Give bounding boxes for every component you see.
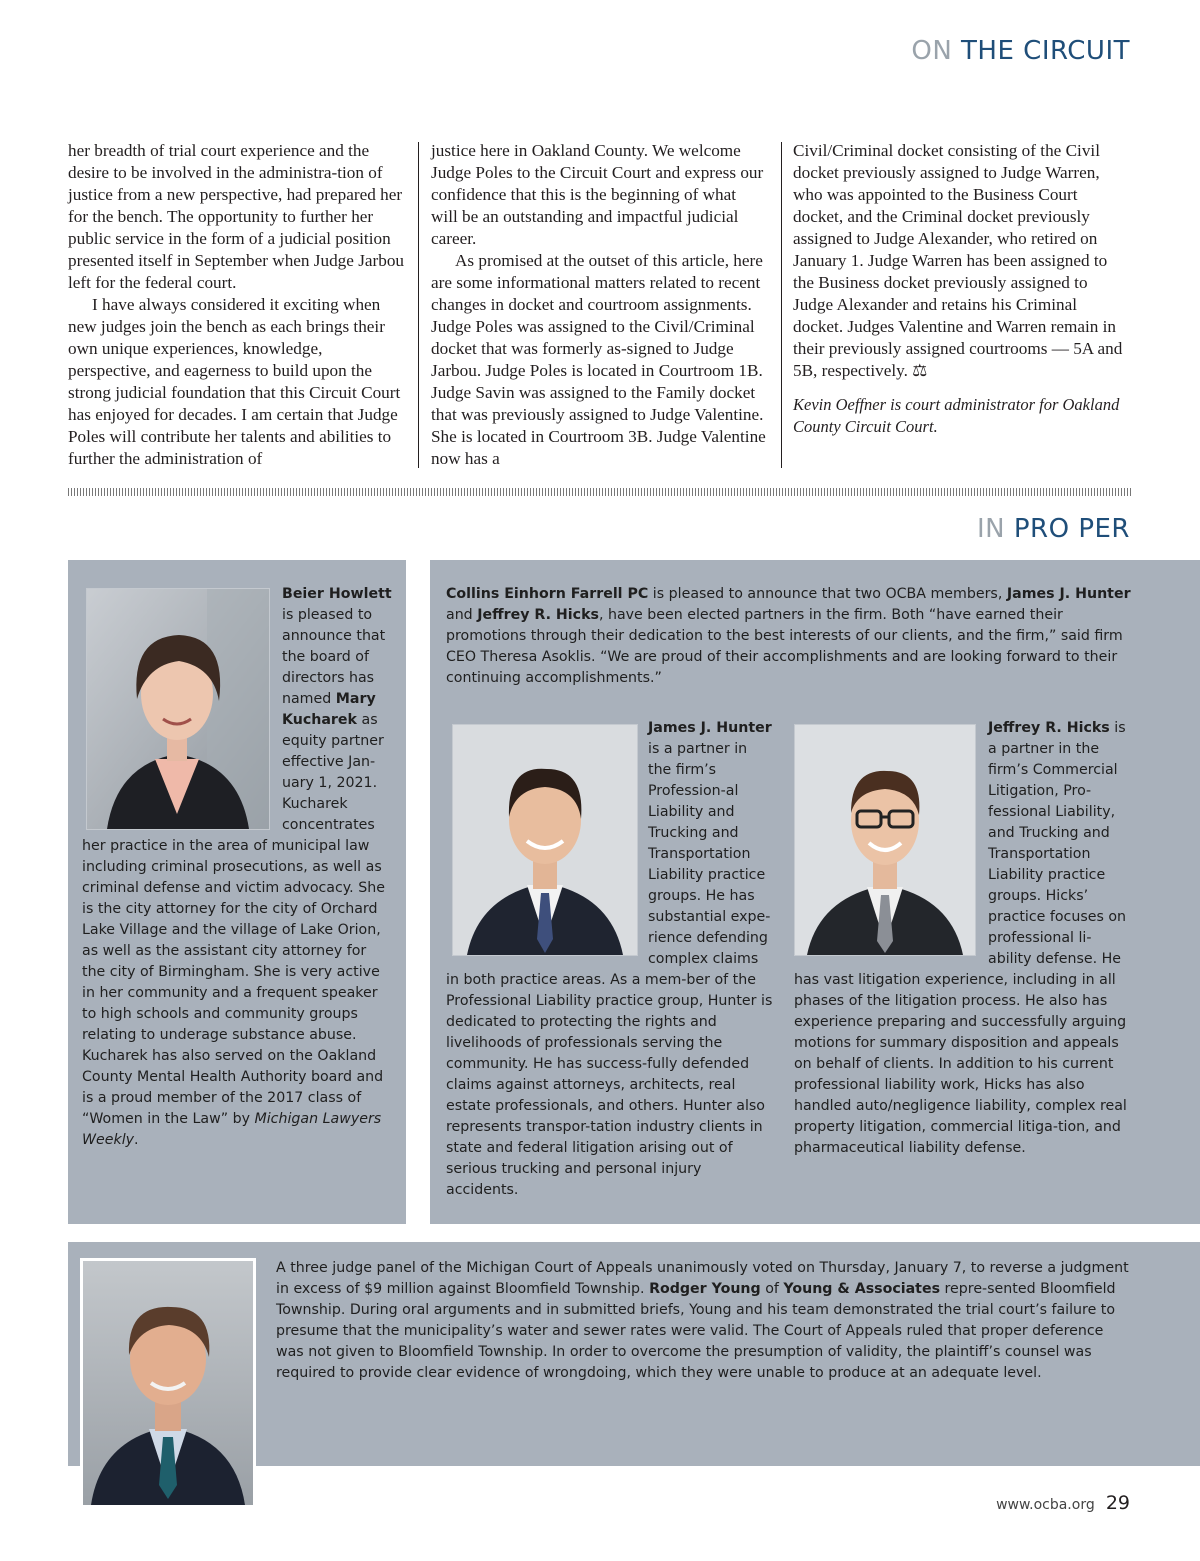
person-name: Jeffrey R. Hicks (988, 720, 1110, 736)
announcement-body: repre-sented Bloomfield Township. During oral arguments and in submitted briefs, Young and his team demonstrated the trial court’s failure to presume that the municipality’s water and sewer rates were valid. The Court of Appeals ruled that proper deference was not given to Bloomfield Township. In order to overcome the presumption of validity, the plaintiff’s counsel was required to provide clear evidence of wrongdoing, which they were unable to produce at an adequate level. (276, 1281, 1116, 1381)
article-paragraph: I have always considered it exciting when new judges join the bench as each brings their own unique experiences, knowledge, perspective, and eagerness to build upon the strong judicial foundation that this Circuit Court has enjoyed for decades. I am certain that Judge Poles will contribute her talents and abilities to further the administration of (68, 295, 401, 468)
firm-name: Collins Einhorn Farrell PC (446, 586, 649, 602)
section-header-on-the-circuit (911, 36, 1130, 66)
profile-jeffrey-hicks (794, 718, 1134, 1159)
announcement-text-rodger-young (276, 1258, 1132, 1384)
section-header-title: THE CIRCUIT (961, 36, 1130, 66)
section-separator (68, 488, 1132, 496)
person-name: Mary Kucharek (282, 691, 376, 728)
section-header-prefix: IN (976, 514, 1006, 544)
announcement-body: A three judge panel of the Michigan Court of Appeals unanimously voted on Thursday, January 7, to reverse a judgment in excess of $9 million against Bloomfield Township. (276, 1260, 1129, 1297)
section-header-in-pro-per (977, 514, 1130, 544)
announcement-panel-beier-howlett (68, 560, 406, 1224)
column-divider (781, 142, 782, 468)
firm-name: Beier Howlett (282, 586, 392, 602)
publication-name: Michigan Lawyers Weekly (82, 1111, 382, 1148)
page-footer (996, 1492, 1130, 1514)
portrait-photo-rodger-young (80, 1258, 256, 1508)
column-divider (418, 142, 419, 468)
announcement-body: is pleased to announce that the board of directors has named (282, 607, 386, 707)
footer-url: www.ocba.org (996, 1497, 1095, 1513)
article-paragraph: justice here in Oakland County. We welcome Judge Poles to the Circuit Court and express our confidence that this is the beginning of what will be an outstanding and impactful judicial career. (431, 141, 764, 248)
person-name: Jeffrey R. Hicks (477, 607, 599, 623)
person-name: Rodger Young (649, 1281, 761, 1297)
article-paragraph: As promised at the outset of this article, here are some informational matters related to recent changes in docket and courtroom assignments. Judge Poles was assigned to the Civil/Criminal docket that was formerly as-signed to Judge Jarbou. Judge Poles is located in Courtroom 1B. Judge Savin was assigned to the Family docket that was previously assigned to Judge Valentine. She is located in Courtroom 3B. Judge Valentine now has a (431, 251, 766, 468)
announcement-body: of (760, 1281, 784, 1297)
article-column-1 (68, 140, 408, 470)
article-column-2 (431, 140, 767, 470)
portrait-photo-jeffrey-hicks (794, 724, 976, 956)
article-paragraph: Civil/Criminal docket consisting of the Civil docket previously assigned to Judge Warren, who was appointed to the Business Court docket, and the Criminal docket previously assigned to Judge Alexander, who retired on January 1. Judge Warren has been assigned to the Business docket previously assigned to Judge Alexander and retains his Criminal docket. Judges Valentine and Warren remain in their previously assigned courtrooms — 5A and 5B, respectively. ⚖ (793, 141, 1123, 380)
person-name: James J. Hunter (1006, 586, 1131, 602)
announcement-body: and (446, 607, 478, 623)
article-paragraph: her breadth of trial court experience and the desire to be involved in the administra-tion of justice from a new perspective, had prepared her for the bench. The opportunity to further her public service in the form of a judicial position presented itself in September when Judge Jarbou left for the federal court. (68, 141, 405, 292)
section-header-prefix: ON (911, 36, 953, 66)
portrait-photo-mary-kucharek (86, 588, 270, 830)
profile-james-hunter (446, 718, 774, 1201)
announcement-body: , have been elected partners in the firm. Both “have earned their promotions through their dedication to the best interests of our clients, and the firm,” said firm CEO Theresa Asoklis. “We are proud of their accomplishments and are looking forward to their continuing accomplishments.” (446, 607, 1123, 686)
announcement-body: . (134, 1132, 139, 1148)
announcement-text (82, 584, 394, 1151)
profile-body: is a partner in the firm’s Commercial Litigation, Pro-fessional Liability, and Trucking and Transportation Liability practice groups. Hicks’ practice focuses on professional li-ability defense. He has vast litigation experience, including in all phases of the litigation process. He also has experience preparing and successfully arguing motions for summary disposition and appeals on behalf of clients. In addition to his current professional liability work, Hicks has also handled auto/negligence liability, complex real property litigation, commercial litiga-tion, and pharmaceutical liability defense. (794, 720, 1127, 1156)
person-name: James J. Hunter (648, 720, 772, 736)
announcement-intro (446, 584, 1132, 689)
firm-name: Young & Associates (783, 1281, 941, 1297)
section-header-title: PRO PER (1013, 514, 1130, 544)
announcement-panel-collins-einhorn-farrell (430, 560, 1200, 1224)
page-number: 29 (1105, 1492, 1130, 1514)
portrait-photo-james-hunter (452, 724, 638, 956)
profile-body: is a partner in the firm’s Profession-al Liability and Trucking and Transportation Liability practice groups. He has substantial expe-rience defending complex claims in both practice areas. As a mem-ber of the Professional Liability practice group, Hunter is dedicated to protecting the rights and livelihoods of professionals serving the community. He has success-fully defended claims against attorneys, architects, real estate professionals, and others. Hunter also represents transpor-tation industry clients in state and federal litigation arising out of serious trucking and personal injury accidents. (446, 741, 773, 1198)
announcement-body: is pleased to announce that two OCBA members, (648, 586, 1007, 602)
article-column-3 (793, 140, 1127, 438)
announcement-body: as equity partner effective Jan-uary 1, 2021. Kucharek concentrates her practice in the area of municipal law including criminal prosecutions, as well as criminal defense and victim advocacy. She is the city attorney for the city of Orchard Lake Village and the village of Lake Orion, as well as the assistant city attorney for the city of Birmingham. She is very active in her community and a frequent speaker to high schools and community groups relating to underage substance abuse. Kucharek has also served on the Oakland County Mental Health Authority board and is a proud member of the 2017 class of “Women in the Law” by (82, 712, 385, 1127)
author-byline: Kevin Oeffner is court administrator for Oakland County Circuit Court. (793, 395, 1120, 436)
